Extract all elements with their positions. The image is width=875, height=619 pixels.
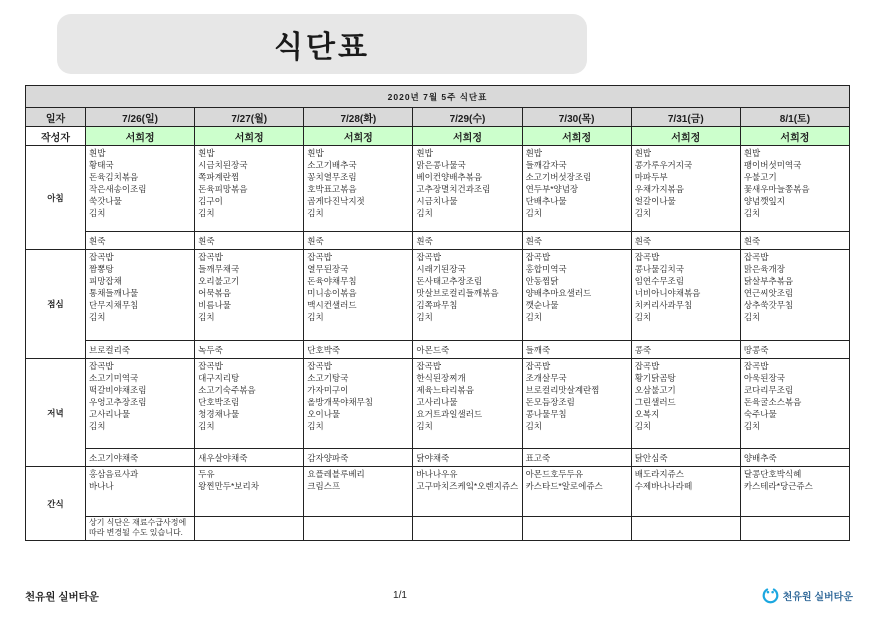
menu-cell xyxy=(86,250,195,341)
menu-item: 호박표고볶음 xyxy=(307,184,357,195)
note-cell xyxy=(413,517,522,541)
menu-item: 단배추나물 xyxy=(525,196,567,207)
porridge-cell: 닭안심죽 xyxy=(631,449,740,467)
menu-item: 콩나물김치국 xyxy=(634,264,684,275)
menu-item: 떡갈비야채조림 xyxy=(89,385,147,396)
menu-item: 팽이버섯미역국 xyxy=(743,160,802,171)
menu-item: 콩나물무침 xyxy=(525,409,567,420)
date-cell: 7/29(수) xyxy=(413,108,522,127)
menu-item: 양배추마요샐러드 xyxy=(525,288,592,299)
menu-item: 우채가지볶음 xyxy=(634,184,684,195)
menu-item: 김치 xyxy=(89,208,106,219)
menu-item: 돈모듬장조림 xyxy=(525,397,575,408)
menu-item: 김치 xyxy=(307,208,324,219)
menu-item: 김치 xyxy=(634,312,652,323)
menu-item: 흰밥 xyxy=(416,148,433,158)
menu-item: 맑은콩나물국 xyxy=(416,160,466,171)
menu-item: 흰밥 xyxy=(525,148,542,158)
menu-item: 김치 xyxy=(89,421,106,432)
menu-item: 치커리사과무침 xyxy=(634,300,693,311)
footer-brand xyxy=(761,587,853,604)
menu-item: 돈육굴소스볶음 xyxy=(743,397,802,408)
menu-table xyxy=(25,85,850,541)
menu-item: 꽁치열무조림 xyxy=(307,172,357,183)
menu-item: 임연수무조림 xyxy=(634,276,684,287)
menu-cell xyxy=(304,467,413,517)
menu-item: 흰밥 xyxy=(743,148,761,158)
menu-item: 배도라지쥬스 xyxy=(634,469,684,479)
menu-cell xyxy=(631,467,740,517)
menu-cell xyxy=(195,467,304,517)
menu-item: 시래기된장국 xyxy=(416,264,466,275)
menu-item: 단호박조림 xyxy=(198,397,240,408)
footer-site-name: 천유원 실버타운 xyxy=(25,591,99,603)
menu-item: 잡곡밥 xyxy=(89,252,114,262)
menu-item: 들깨무채국 xyxy=(198,264,240,275)
date-cell: 7/27(월) xyxy=(195,108,304,127)
porridge-cell: 단호박죽 xyxy=(304,341,413,359)
menu-item: 홍삼음료사과 xyxy=(89,469,139,479)
menu-item: 홍합미역국 xyxy=(525,264,567,275)
menu-item: 양념깻잎지 xyxy=(743,196,785,207)
menu-item: 우엉고추장조림 xyxy=(89,397,147,408)
porridge-cell: 흰죽 xyxy=(522,232,631,250)
menu-item: 흰밥 xyxy=(198,148,215,158)
menu-cell xyxy=(86,467,195,517)
title-banner xyxy=(57,14,587,74)
menu-item: 잡곡밥 xyxy=(634,361,660,371)
note-cell xyxy=(195,517,304,541)
porridge-cell: 새우살야채죽 xyxy=(195,449,304,467)
menu-item: 너비아니야채볶음 xyxy=(634,288,701,299)
porridge-cell: 브로컬리죽 xyxy=(86,341,195,359)
menu-item: 비름나물 xyxy=(198,300,231,311)
menu-cell xyxy=(740,250,849,341)
menu-item: 왕찐만두*보리차 xyxy=(198,481,259,492)
menu-item: 돈육야채무침 xyxy=(307,276,357,287)
writer-row xyxy=(26,127,850,146)
porridge-cell: 표고죽 xyxy=(522,449,631,467)
menu-item: 소고기탕국 xyxy=(307,373,349,384)
meal-label-1: 점심 xyxy=(26,250,86,359)
menu-item: 콩가루우거지국 xyxy=(634,160,693,171)
menu-item: 카스테라*당근쥬스 xyxy=(743,481,813,492)
menu-item: 고사리나물 xyxy=(89,409,131,420)
menu-item: 잡곡밥 xyxy=(525,252,551,262)
menu-item: 바나나 xyxy=(89,481,114,492)
menu-cell xyxy=(740,359,849,449)
menu-item: 김치 xyxy=(634,208,652,219)
menu-item: 상추쑥갓무침 xyxy=(743,300,794,311)
menu-cell xyxy=(522,146,631,232)
menu-item: 잡곡밥 xyxy=(198,252,223,262)
menu-item: 오삼불고기 xyxy=(634,385,676,396)
menu-item: 두유 xyxy=(198,469,215,479)
menu-item: 조개살무국 xyxy=(525,373,567,384)
date-cell: 7/26(일) xyxy=(86,108,195,127)
writer-cell: 서희정 xyxy=(86,127,195,146)
menu-item: 깻순나물 xyxy=(525,300,559,311)
menu-item: 고사리나물 xyxy=(416,397,458,408)
menu-item: 꽃새우마늘쫑볶음 xyxy=(743,184,810,195)
menu-item: 잡곡밥 xyxy=(416,361,442,371)
menu-cell xyxy=(413,146,522,232)
menu-item: 황기닭곰탕 xyxy=(634,373,676,384)
menu-item: 황태국 xyxy=(89,160,114,171)
menu-item: 김치 xyxy=(307,312,324,323)
table-header-row xyxy=(26,86,850,108)
menu-item: 김치 xyxy=(416,312,433,323)
menu-item: 소고기버섯장조림 xyxy=(525,172,592,183)
menu-item: 제육느타리볶음 xyxy=(416,385,474,396)
menu-item: 시금치나물 xyxy=(416,196,458,207)
menu-cell xyxy=(631,359,740,449)
menu-item: 김치 xyxy=(743,208,761,219)
menu-item: 마파두부 xyxy=(634,172,668,183)
menu-cell xyxy=(740,467,849,517)
menu-item: 가자미구이 xyxy=(307,385,349,396)
porridge-cell: 감자양파죽 xyxy=(304,449,413,467)
meal-menu-row xyxy=(26,146,850,232)
menu-item: 열무된장국 xyxy=(307,264,349,275)
menu-cell xyxy=(522,250,631,341)
porridge-cell: 흰죽 xyxy=(86,232,195,250)
menu-item: 아몬드호두두유 xyxy=(525,469,584,479)
menu-item: 들깨감자국 xyxy=(525,160,567,171)
menu-item: 김치 xyxy=(198,312,215,323)
porridge-cell: 흰죽 xyxy=(304,232,413,250)
menu-item: 대구지리탕 xyxy=(198,373,240,384)
menu-item: 잡곡밥 xyxy=(743,252,769,262)
porridge-cell: 들깨죽 xyxy=(522,341,631,359)
menu-cell xyxy=(195,250,304,341)
menu-item: 잡곡밥 xyxy=(416,252,442,262)
writer-cell: 서희정 xyxy=(413,127,522,146)
menu-item: 김치 xyxy=(89,312,106,323)
menu-item: 흰밥 xyxy=(634,148,652,158)
menu-item: 잡곡밥 xyxy=(307,252,332,262)
menu-item: 김치 xyxy=(198,208,215,219)
writer-cell: 서희정 xyxy=(631,127,740,146)
menu-item: 크림스프 xyxy=(307,481,341,492)
meal-menu-row xyxy=(26,359,850,449)
page-title: 식단표 xyxy=(274,31,370,64)
menu-item: 김치 xyxy=(525,421,542,432)
date-row xyxy=(26,108,850,127)
date-cell: 7/31(금) xyxy=(631,108,740,127)
menu-item: 미니송이볶음 xyxy=(307,288,357,299)
menu-item: 짬뽕탕 xyxy=(89,264,114,275)
menu-cell xyxy=(413,359,522,449)
writer-cell: 서희정 xyxy=(195,127,304,146)
footer-page-number: 1/1 xyxy=(393,590,407,601)
menu-item: 달콩단호박식혜 xyxy=(743,469,802,479)
date-cell: 8/1(토) xyxy=(740,108,849,127)
porridge-cell: 닭야채죽 xyxy=(413,449,522,467)
menu-item: 바나나우유 xyxy=(416,469,458,479)
menu-item: 코다리무조림 xyxy=(743,385,794,396)
menu-item: 소고기숙주볶음 xyxy=(198,385,256,396)
menu-item: 요거트과일샐러드 xyxy=(416,409,483,420)
menu-item: 김치 xyxy=(525,208,542,219)
menu-item: 시금치된장국 xyxy=(198,160,248,171)
menu-item: 고구마치즈케잌*오렌지쥬스 xyxy=(416,481,519,492)
menu-item: 통채들깨나물 xyxy=(89,288,139,299)
note-cell xyxy=(304,517,413,541)
porridge-cell: 흰죽 xyxy=(631,232,740,250)
menu-cell xyxy=(304,250,413,341)
porridge-cell: 땅콩죽 xyxy=(740,341,849,359)
menu-cell xyxy=(631,146,740,232)
menu-item: 잡곡밥 xyxy=(89,361,114,371)
porridge-row xyxy=(26,232,850,250)
menu-item: 얼갈이나물 xyxy=(634,196,676,207)
porridge-cell: 흰죽 xyxy=(195,232,304,250)
porridge-cell: 흰죽 xyxy=(413,232,522,250)
menu-item: 김치 xyxy=(416,208,433,219)
menu-item: 어묵볶음 xyxy=(198,288,231,299)
menu-item: 잡곡밥 xyxy=(743,361,769,371)
menu-item: 잡곡밥 xyxy=(525,361,551,371)
meal-menu-row xyxy=(26,250,850,341)
menu-item: 김치 xyxy=(743,312,761,323)
menu-item: 맑은육개장 xyxy=(743,264,785,275)
menu-table-body xyxy=(26,86,850,541)
menu-cell xyxy=(195,359,304,449)
date-cell: 7/30(목) xyxy=(522,108,631,127)
menu-item: 요플레블루베리 xyxy=(307,469,365,479)
menu-item: 김구이 xyxy=(198,196,223,207)
date-cell: 7/28(화) xyxy=(304,108,413,127)
writer-cell: 서희정 xyxy=(522,127,631,146)
table-title: 2020년 7월 5주 식단표 xyxy=(26,86,850,108)
menu-item: 쑥갓나물 xyxy=(89,196,122,207)
menu-cell xyxy=(86,146,195,232)
menu-item: 우불고기 xyxy=(743,172,777,183)
menu-item: 한식된장찌개 xyxy=(416,373,466,384)
menu-item: 돈육피망볶음 xyxy=(198,184,248,195)
note-cell: 상기 식단은 재료수급사정에 따라 변경될 수도 있습니다. xyxy=(86,517,195,541)
menu-item: 돈사태고추장조림 xyxy=(416,276,483,287)
menu-item: 베이컨양배추볶음 xyxy=(416,172,483,183)
writer-cell: 서희정 xyxy=(304,127,413,146)
meal-menu-row xyxy=(26,467,850,517)
menu-item: 김치 xyxy=(416,421,433,432)
meal-label-2: 저녁 xyxy=(26,359,86,467)
menu-item: 흰밥 xyxy=(307,148,324,158)
menu-item: 흰밥 xyxy=(89,148,106,158)
menu-item: 오복지 xyxy=(634,409,660,420)
menu-item: 소고기미역국 xyxy=(89,373,139,384)
menu-item: 단무지채무침 xyxy=(89,300,139,311)
porridge-row xyxy=(26,341,850,359)
menu-item: 김쪽파무침 xyxy=(416,300,458,311)
menu-cell xyxy=(740,146,849,232)
menu-cell xyxy=(304,359,413,449)
menu-item: 안동찜닭 xyxy=(525,276,559,287)
menu-item: 그린샐러드 xyxy=(634,397,676,408)
note-cell xyxy=(522,517,631,541)
brand-name: 천유원 실버타운 xyxy=(782,592,853,603)
porridge-cell: 양배추죽 xyxy=(740,449,849,467)
menu-item: 김치 xyxy=(525,312,542,323)
porridge-cell: 녹두죽 xyxy=(195,341,304,359)
porridge-cell: 아몬드죽 xyxy=(413,341,522,359)
menu-cell xyxy=(86,359,195,449)
menu-item: 연근씨앗조림 xyxy=(743,288,794,299)
brand-logo-icon xyxy=(761,587,780,604)
menu-cell xyxy=(631,250,740,341)
meal-label-0: 아침 xyxy=(26,146,86,250)
meal-label-3: 간식 xyxy=(26,467,86,541)
menu-item: 청경채나물 xyxy=(198,409,240,420)
writer-cell: 서희정 xyxy=(740,127,849,146)
porridge-cell: 소고기야채죽 xyxy=(86,449,195,467)
menu-item: 연두부*양념장 xyxy=(525,184,579,195)
menu-item: 피망잡채 xyxy=(89,276,122,287)
menu-item: 잡곡밥 xyxy=(634,252,660,262)
menu-item: 오리불고기 xyxy=(198,276,240,287)
menu-item: 아욱된장국 xyxy=(743,373,785,384)
menu-item: 잡곡밥 xyxy=(307,361,332,371)
menu-item: 소고기배추국 xyxy=(307,160,357,171)
menu-item: 고추장멸치건과조림 xyxy=(416,184,491,195)
note-cell xyxy=(631,517,740,541)
menu-cell xyxy=(522,359,631,449)
menu-item: 오이나물 xyxy=(307,409,341,420)
menu-item: 숙주나물 xyxy=(743,409,777,420)
writer-label: 작성자 xyxy=(26,127,86,146)
menu-item: 김치 xyxy=(198,421,215,432)
note-cell xyxy=(740,517,849,541)
menu-item: 곱게다진낙지젓 xyxy=(307,196,365,207)
menu-item: 김치 xyxy=(307,421,324,432)
menu-cell xyxy=(522,467,631,517)
note-row xyxy=(26,517,850,541)
porridge-row xyxy=(26,449,850,467)
menu-item: 맛살브로컬리들깨볶음 xyxy=(416,288,499,299)
menu-item: 닭살부추볶음 xyxy=(743,276,794,287)
menu-item: 작은새송이조림 xyxy=(89,184,147,195)
menu-cell xyxy=(195,146,304,232)
porridge-cell: 흰죽 xyxy=(740,232,849,250)
menu-item: 돈육김치볶음 xyxy=(89,172,139,183)
menu-item: 맥시컨샐러드 xyxy=(307,300,357,311)
menu-item: 쪽파계란찜 xyxy=(198,172,240,183)
menu-cell xyxy=(413,467,522,517)
menu-item: 김치 xyxy=(743,421,761,432)
porridge-cell: 콩죽 xyxy=(631,341,740,359)
menu-item: 카스타드*알로에쥬스 xyxy=(525,481,603,492)
menu-item: 브로컬리맛살계란찜 xyxy=(525,385,600,396)
menu-cell xyxy=(413,250,522,341)
menu-item: 수제바나나라떼 xyxy=(634,481,693,492)
menu-item: 잡곡밥 xyxy=(198,361,223,371)
menu-item: 김치 xyxy=(634,421,652,432)
menu-cell xyxy=(304,146,413,232)
menu-item: 올방개묵야채무침 xyxy=(307,397,373,408)
date-label: 일자 xyxy=(26,108,86,127)
